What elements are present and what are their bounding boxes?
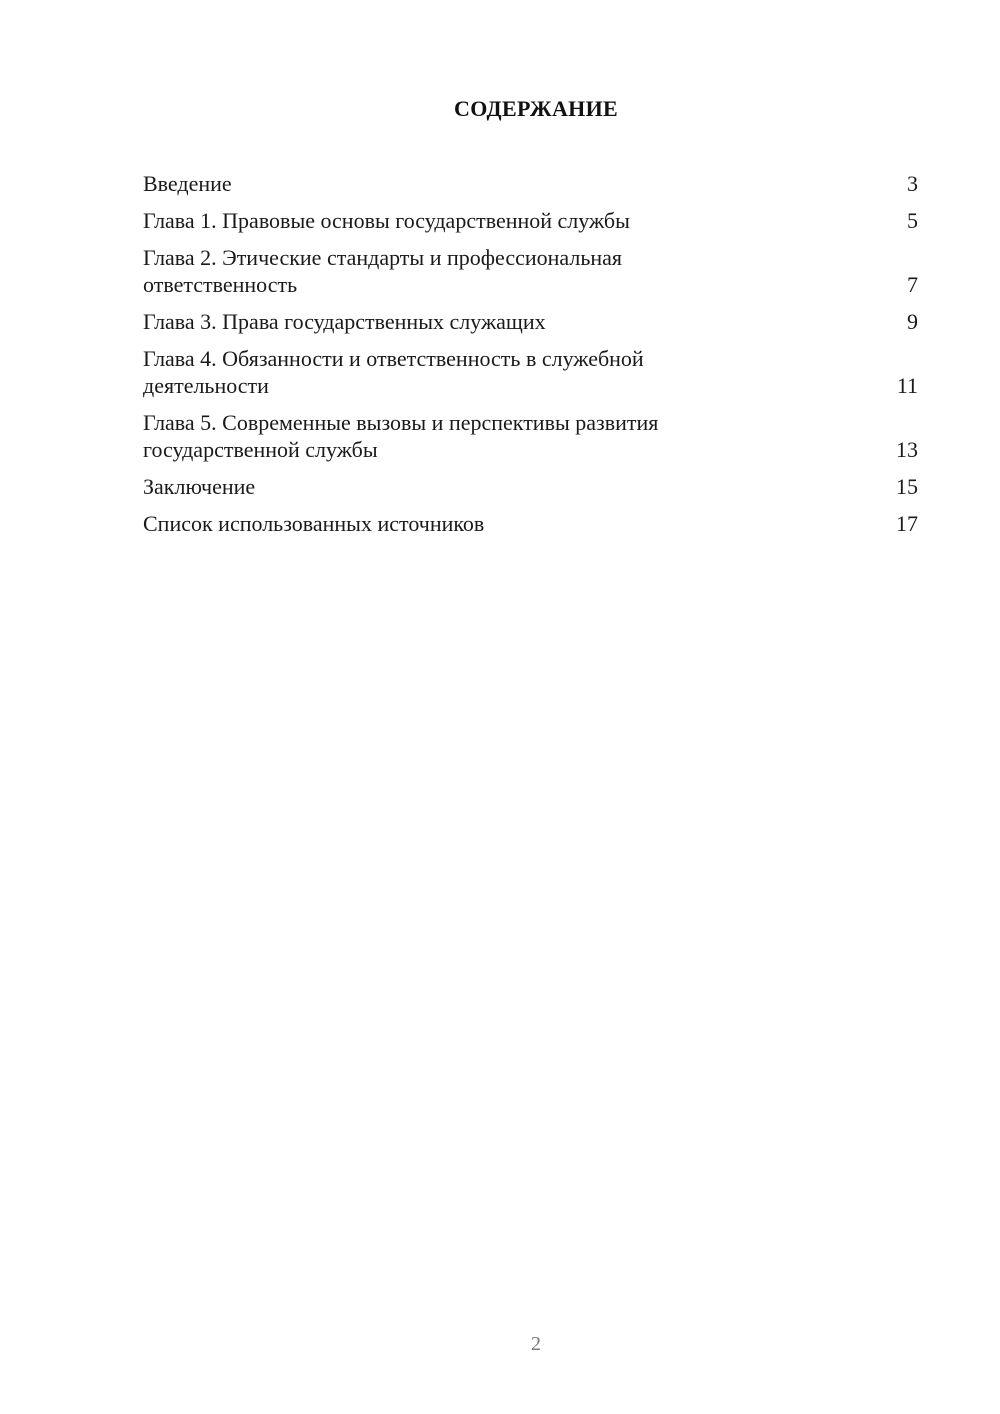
toc-entry-title: Глава 2. Этические стандарты и профессиональная ответственность — [143, 245, 623, 297]
toc-entry-page: 3 — [907, 171, 918, 196]
toc-entry-title: Список использованных источников — [143, 511, 485, 536]
toc-entry-page: 17 — [896, 511, 918, 536]
toc-entry-chapter-1 — [143, 207, 918, 234]
toc-entry-page: 13 — [896, 437, 918, 462]
toc-entry-page: 11 — [896, 373, 918, 398]
toc-heading: СОДЕРЖАНИЕ — [454, 96, 618, 121]
toc-entry-page: 15 — [896, 474, 918, 499]
toc-entry-conclusion — [143, 473, 918, 500]
toc-entry-page: 9 — [907, 309, 918, 334]
toc-entry-page: 7 — [907, 272, 918, 297]
page-number: 2 — [531, 1333, 541, 1355]
toc-entry-chapter-2 — [143, 244, 918, 298]
toc-entry-references — [143, 510, 918, 537]
table-of-contents — [143, 170, 918, 547]
toc-entry-title: Глава 1. Правовые основы государственной службы — [143, 208, 630, 233]
toc-entry-title: Глава 4. Обязанности и ответственность в служебной деятельности — [143, 346, 644, 398]
toc-entry-title: Глава 3. Права государственных служащих — [143, 309, 546, 334]
toc-entry-chapter-5 — [143, 409, 918, 463]
toc-entry-title: Введение — [143, 171, 232, 196]
toc-entry-chapter-4 — [143, 345, 918, 399]
toc-entry-title: Глава 5. Современные вызовы и перспективы развития государственной службы — [143, 410, 659, 462]
toc-entry-chapter-3 — [143, 308, 918, 335]
toc-entry-title: Заключение — [143, 474, 256, 499]
toc-entry-page: 5 — [907, 208, 918, 233]
toc-entry-introduction — [143, 170, 918, 197]
